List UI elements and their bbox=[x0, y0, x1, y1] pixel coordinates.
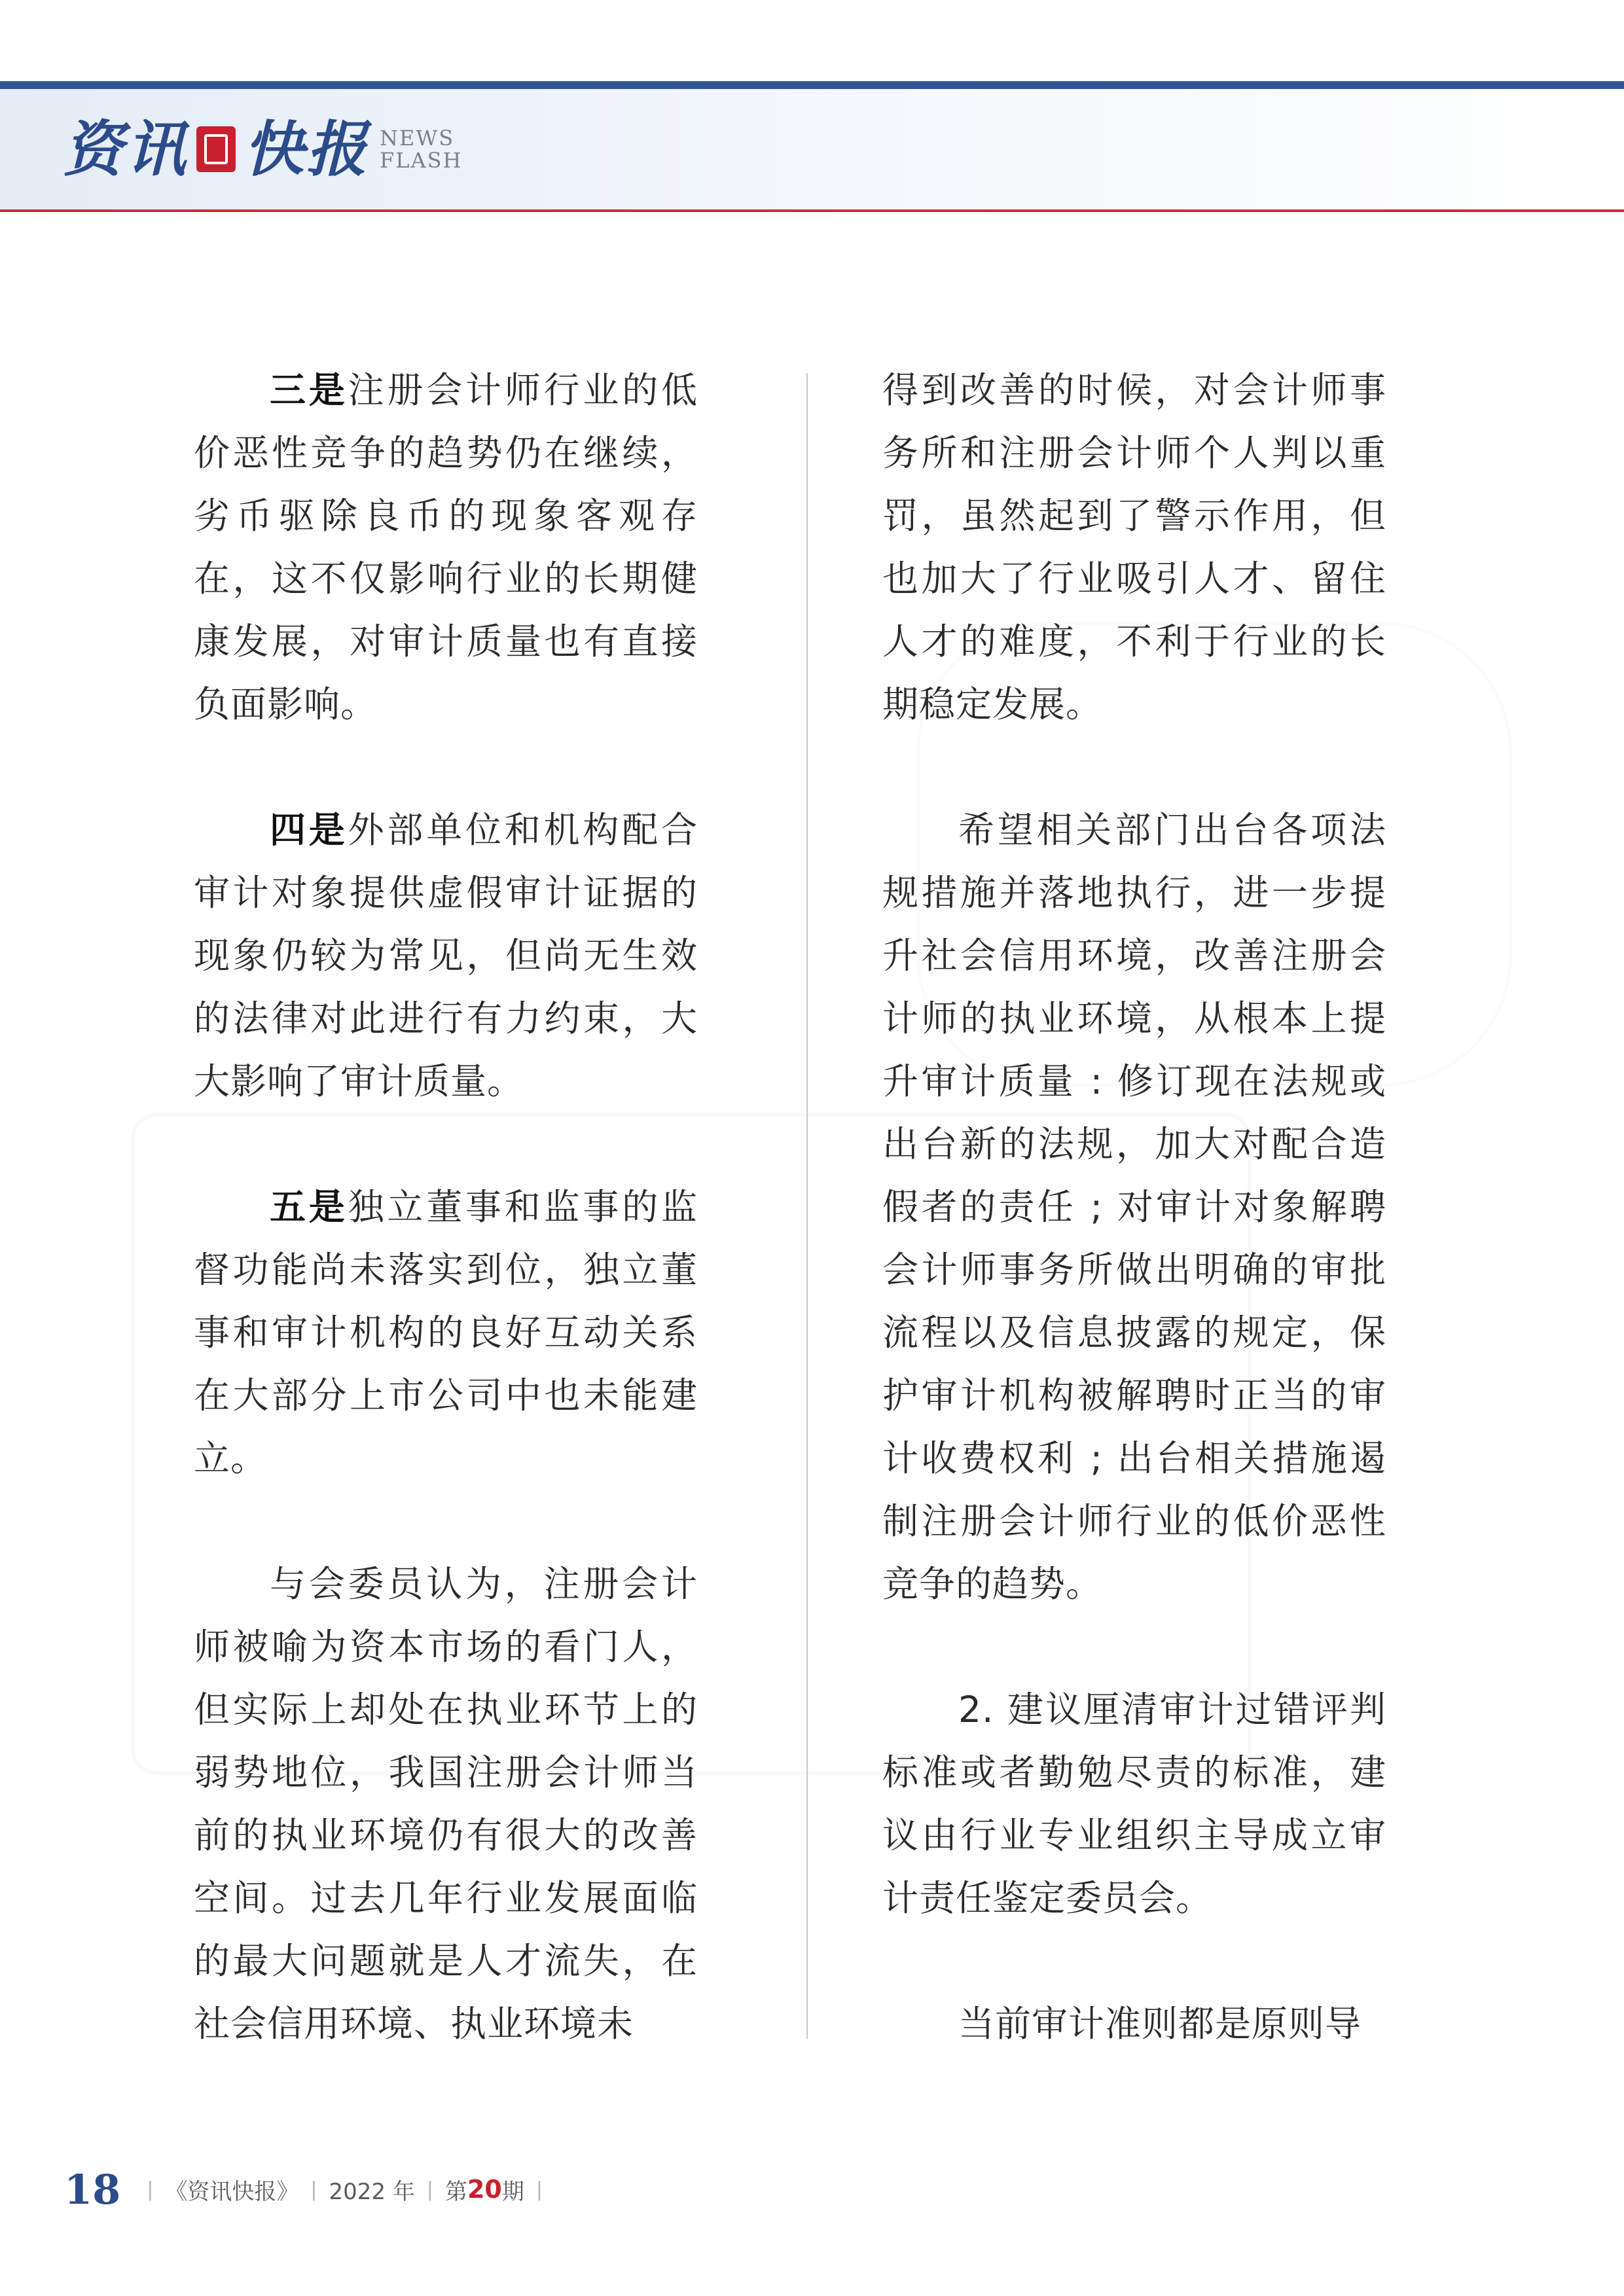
publication-year: 2022 年 bbox=[329, 2178, 415, 2205]
paragraph-point-three bbox=[194, 359, 698, 736]
column-divider bbox=[806, 373, 808, 2039]
paragraph-suggestion-two: 2. 建议厘清审计过错评判标准或者勤勉尽责的标准，建议由行业专业组织主导成立审计责任鉴定委员会。 bbox=[882, 1689, 1386, 1919]
masthead-title-part2: 快报 bbox=[244, 114, 370, 185]
masthead-english bbox=[380, 127, 462, 171]
paragraph-text: 独立董事和监事的监督功能尚未落实到位，独立董事和审计机构的良好互动关系在大部分上市公司中也未能建立。 bbox=[194, 1186, 698, 1479]
header-bottom-rule bbox=[0, 209, 1624, 212]
paragraph-recommendation: 希望相关部门出台各项法规措施并落地执行，进一步提升社会信用环境，改善注册会计师的执业环境，从根本上提升审计质量 : 修订现在法规或出台新的法规，加大对配合造假者的责任 ; 对审计对象解聘会计师事务所做出明确的审批流程以及信息披露的规定，保护审计机构被解聘时正当的审计收费权利 ; 出台相关措施遏制注册会计师行业的低价恶性竞争的趋势。 bbox=[882, 809, 1386, 1605]
paragraph-audit-standards: 当前审计准则都是原则导 bbox=[958, 2003, 1362, 2045]
header-top-rule bbox=[0, 81, 1624, 89]
left-column bbox=[194, 359, 698, 2055]
page-footer bbox=[64, 2160, 554, 2219]
page-number: 18 bbox=[64, 2165, 121, 2214]
masthead-english-line1: NEWS bbox=[380, 126, 455, 151]
paragraph-point-five bbox=[194, 1175, 698, 1490]
issue-number: 20 bbox=[467, 2175, 502, 2204]
issue-suffix: 期 bbox=[501, 2178, 524, 2205]
issue-prefix: 第 bbox=[444, 2178, 467, 2205]
paragraph-committee-view: 与会委员认为，注册会计师被喻为资本市场的看门人，但实际上却处在执业环节上的弱势地位，我国注册会计师当前的执业环境仍有很大的改善空间。过去几年行业发展面临的最大问题就是人才流失，在社会信用环境、执业环境未 bbox=[194, 1563, 698, 2045]
right-column bbox=[882, 359, 1386, 2055]
paragraph-lead: 三是 bbox=[270, 369, 348, 411]
paragraph-text: 外部单位和机构配合审计对象提供虚假审计证据的现象仍较为常见，但尚无生效的法律对此进行有力约束，大大影响了审计质量。 bbox=[194, 809, 698, 1102]
masthead-title-part1: 资讯 bbox=[63, 114, 189, 185]
seal-icon bbox=[196, 126, 236, 172]
publication-name: 《资讯快报》 bbox=[165, 2178, 299, 2205]
masthead-logo bbox=[63, 110, 462, 188]
footer-separator: | bbox=[310, 2178, 317, 2201]
footer-separator: | bbox=[147, 2178, 154, 2201]
paragraph-point-four bbox=[194, 798, 698, 1113]
footer-separator: | bbox=[535, 2178, 543, 2201]
paragraph-lead: 五是 bbox=[270, 1186, 348, 1228]
paragraph-lead: 四是 bbox=[270, 809, 348, 851]
paragraph-continuation: 得到改善的时候，对会计师事务所和注册会计师个人判以重罚，虽然起到了警示作用，但也加大了行业吸引人才、留住人才的难度，不利于行业的长期稳定发展。 bbox=[882, 369, 1386, 725]
paragraph-text: 注册会计师行业的低价恶性竞争的趋势仍在继续，劣币驱除良币的现象客观存在，这不仅影响行业的长期健康发展，对审计质量也有直接负面影响。 bbox=[194, 369, 698, 725]
masthead-english-line2: FLASH bbox=[380, 148, 463, 173]
footer-separator: | bbox=[426, 2178, 433, 2201]
